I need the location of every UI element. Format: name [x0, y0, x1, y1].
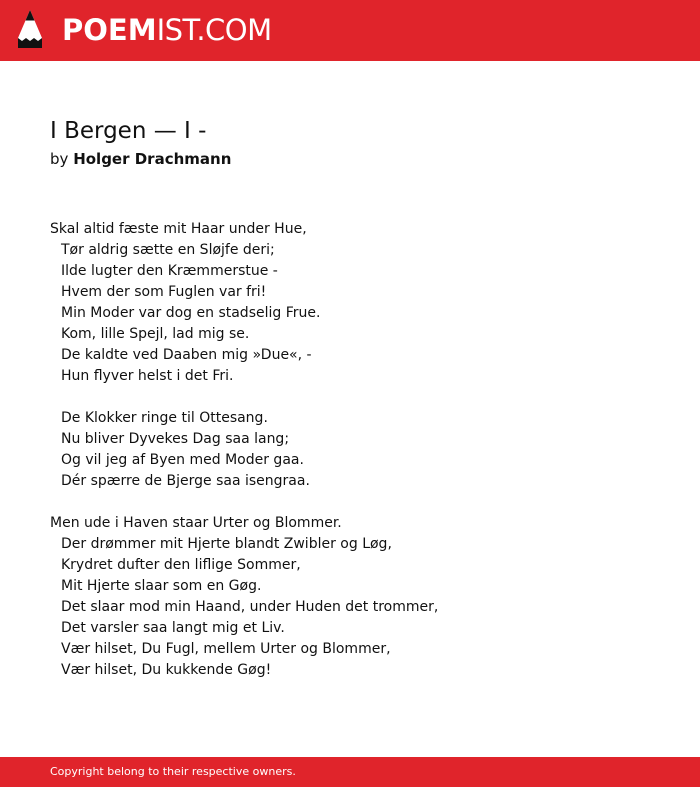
poem-line: De Klokker ringe til Ottesang. — [61, 410, 268, 426]
stanza-gap — [50, 492, 670, 513]
poem-line: Min Moder var dog en stadselig Frue. — [61, 305, 321, 321]
poem-line: De kaldte ved Daaben mig »Due«, - — [61, 347, 312, 363]
site-footer — [0, 757, 700, 787]
poem-byline — [50, 148, 231, 170]
logo-text-light: IST.COM — [156, 13, 272, 47]
poem-line: Der drømmer mit Hjerte blandt Zwibler og Løg, — [61, 536, 392, 552]
poem-line: Kom, lille Spejl, lad mig se. — [61, 326, 250, 342]
poem-body — [50, 219, 670, 681]
poem-line: Krydret dufter den liflige Sommer, — [61, 557, 301, 573]
poem-stanza — [50, 513, 670, 681]
poem-stanza — [50, 219, 670, 387]
poem-line: Tør aldrig sætte en Sløjfe deri; — [61, 242, 275, 258]
logo-text-bold: POEM — [62, 13, 157, 47]
poem-line: Vær hilset, Du kukkende Gøg! — [61, 662, 272, 678]
poem-line: Hvem der som Fuglen var fri! — [61, 284, 267, 300]
poem-line: Hun flyver helst i det Fri. — [61, 368, 234, 384]
poem-line: Det slaar mod min Haand, under Huden det trommer, — [61, 599, 439, 615]
poem-line: Nu bliver Dyvekes Dag saa lang; — [61, 431, 290, 447]
stanza-gap — [50, 387, 670, 408]
poem-line: Vær hilset, Du Fugl, mellem Urter og Blommer, — [61, 641, 391, 657]
site-header — [0, 0, 700, 61]
site-logo-link[interactable] — [62, 12, 272, 48]
poem-stanza — [50, 408, 670, 492]
poem-line: Skal altid fæste mit Haar under Hue, — [50, 221, 307, 237]
poem-line: Ilde lugter den Kræmmerstue - — [61, 263, 278, 279]
pencil-logo-icon[interactable] — [16, 8, 44, 52]
poem-title: I Bergen — I - — [50, 118, 207, 144]
poem-line: Og vil jeg af Byen med Moder gaa. — [61, 452, 304, 468]
copyright-text: Copyright belong to their respective owners. — [50, 765, 296, 778]
poem-line: Det varsler saa langt mig et Liv. — [61, 620, 285, 636]
poem-line: Dér spærre de Bjerge saa isengraa. — [61, 473, 310, 489]
by-label: by — [50, 150, 69, 168]
author-name: Holger Drachmann — [73, 150, 232, 168]
poem-line: Mit Hjerte slaar som en Gøg. — [61, 578, 262, 594]
poem-line: Men ude i Haven staar Urter og Blommer. — [50, 515, 342, 531]
